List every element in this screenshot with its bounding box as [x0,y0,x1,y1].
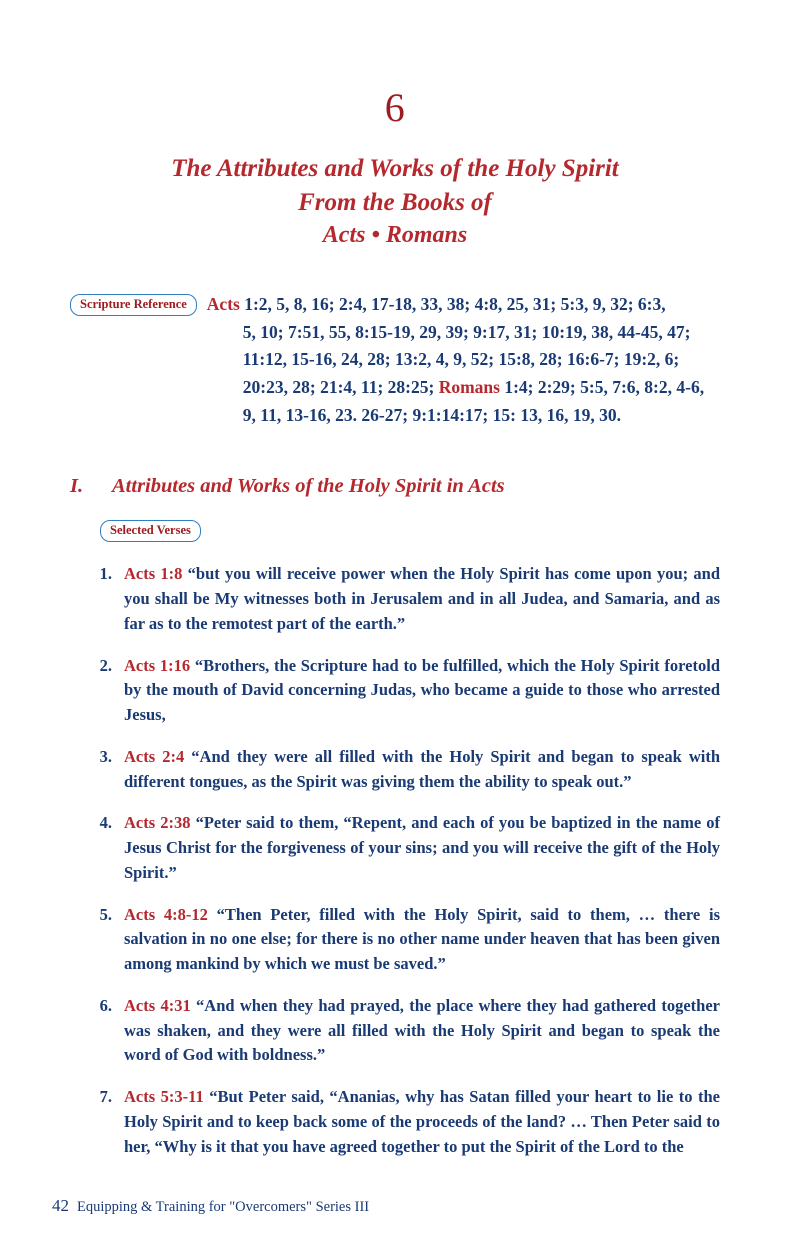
scripture-line-3: 11:12, 15-16, 24, 28; 13:2, 4, 9, 52; 15:8, 28; 16:6-7; 19:2, 6; [242,349,680,370]
book-name-romans: Romans [438,377,500,398]
scripture-line-5: 9, 11, 13-16, 23. 26-27; 9:1:14:17; 15: 13, 16, 19, 30. [242,404,621,425]
verse-number: 1. [99,564,112,584]
verse-text [124,903,720,977]
scripture-line-4 [207,374,704,402]
verse-quote: “And when they had prayed, the place where they had gathered together was shaken, and they were all filled with the Holy Spirit and began to speak the word of God with boldness.” [124,995,721,1065]
verse-text [124,1085,720,1159]
verse-quote: “Then Peter, filled with the Holy Spirit, said to them, … there is salvation in no one else; for there is no other name under heaven that has been given among mankind by which we must be saved.” [124,904,720,974]
chapter-title-line-2: From the Books of [298,188,492,216]
footer-series-text: Equipping & Training for "Overcomers" Series III [77,1199,370,1215]
verse-number: 6. [99,995,112,1015]
book-name-acts: Acts [206,294,240,315]
verse-reference: Acts 4:31 [124,995,191,1015]
list-item [78,994,720,1068]
list-item [78,811,720,885]
verse-number: 4. [99,813,112,833]
scripture-reference-tag: Scripture Reference [70,294,197,316]
verse-reference: Acts 4:8-12 [124,904,208,924]
verse-text [124,994,720,1068]
scripture-reference-text [207,291,704,429]
scripture-line-4-pre: 20:23, 28; 21:4, 11; 28:25; [242,377,439,398]
verse-reference: Acts 1:16 [124,655,191,675]
verse-number: 5. [99,904,112,924]
verse-text [124,745,720,795]
scripture-line-1 [207,291,704,319]
verse-reference: Acts 1:8 [124,564,183,584]
list-item [78,1085,720,1159]
section-number: I. [70,475,84,498]
verse-reference: Acts 2:38 [124,813,191,833]
verse-text [124,562,720,636]
list-item [78,562,720,636]
scripture-line-4-post: 1:4; 2:29; 5:5, 7:6, 8:2, 4-6, [499,377,705,398]
section-title: Attributes and Works of the Holy Spirit in Acts [112,475,505,498]
verse-quote: “Peter said to them, “Repent, and each of you be baptized in the name of Jesus Christ for the forgiveness of your sins; and you will receive the gift of the Holy Spirit.” [124,813,721,882]
selected-verses-tag: Selected Verses [100,520,201,542]
verse-number: 3. [99,746,112,766]
scripture-line-2: 5, 10; 7:51, 55, 8:15-19, 29, 39; 9:17, 31; 10:19, 38, 44-45, 47; [242,321,691,342]
verse-reference: Acts 5:3-11 [124,1087,204,1107]
chapter-number: 6 [384,85,406,130]
page-number: 42 [52,1196,69,1215]
scripture-line-1-refs: 1:2, 5, 8, 16; 2:4, 17-18, 33, 38; 4:8, 25, 31; 5:3, 9, 32; 6:3, [244,294,666,315]
verse-quote: “but you will receive power when the Holy Spirit has come upon you; and you shall be My witnesses both in Jerusalem and in all Judea, and Samaria, and as far as to the remotest part of the earth.” [124,564,721,633]
list-item [78,654,720,728]
scripture-reference-block [70,291,720,429]
page-footer [52,1196,369,1216]
verse-text [124,654,720,728]
verse-quote: “But Peter said, “Ananias, why has Satan filled your heart to lie to the Holy Spirit and to keep back some of the proceeds of the land? … Then Peter said to her, “Why is it that you have agreed together to put the Spirit of the Lord to the [124,1087,721,1156]
verse-number: 2. [99,655,112,675]
list-item [78,903,720,977]
chapter-title [70,152,720,251]
chapter-title-line-3: Acts • Romans [322,222,468,248]
section-heading [70,475,720,498]
scripture-reference-tag-wrap [70,291,197,316]
verse-text [124,811,720,885]
document-page [0,85,790,1258]
verse-number: 7. [99,1087,112,1107]
selected-verses-tag-wrap [100,520,720,542]
verse-quote: “Brothers, the Scripture had to be fulfilled, which the Holy Spirit foretold by the mouth of David concerning Judas, who became a guide to those who arrested Jesus, [124,655,721,725]
chapter-title-line-1: The Attributes and Works of the Holy Spirit [171,155,619,182]
verse-list [78,562,720,1159]
list-item [78,745,720,795]
verse-quote: “And they were all filled with the Holy Spirit and began to speak with different tongues, as the Spirit was giving them the ability to speak out.” [124,746,721,791]
verse-reference: Acts 2:4 [124,746,185,766]
